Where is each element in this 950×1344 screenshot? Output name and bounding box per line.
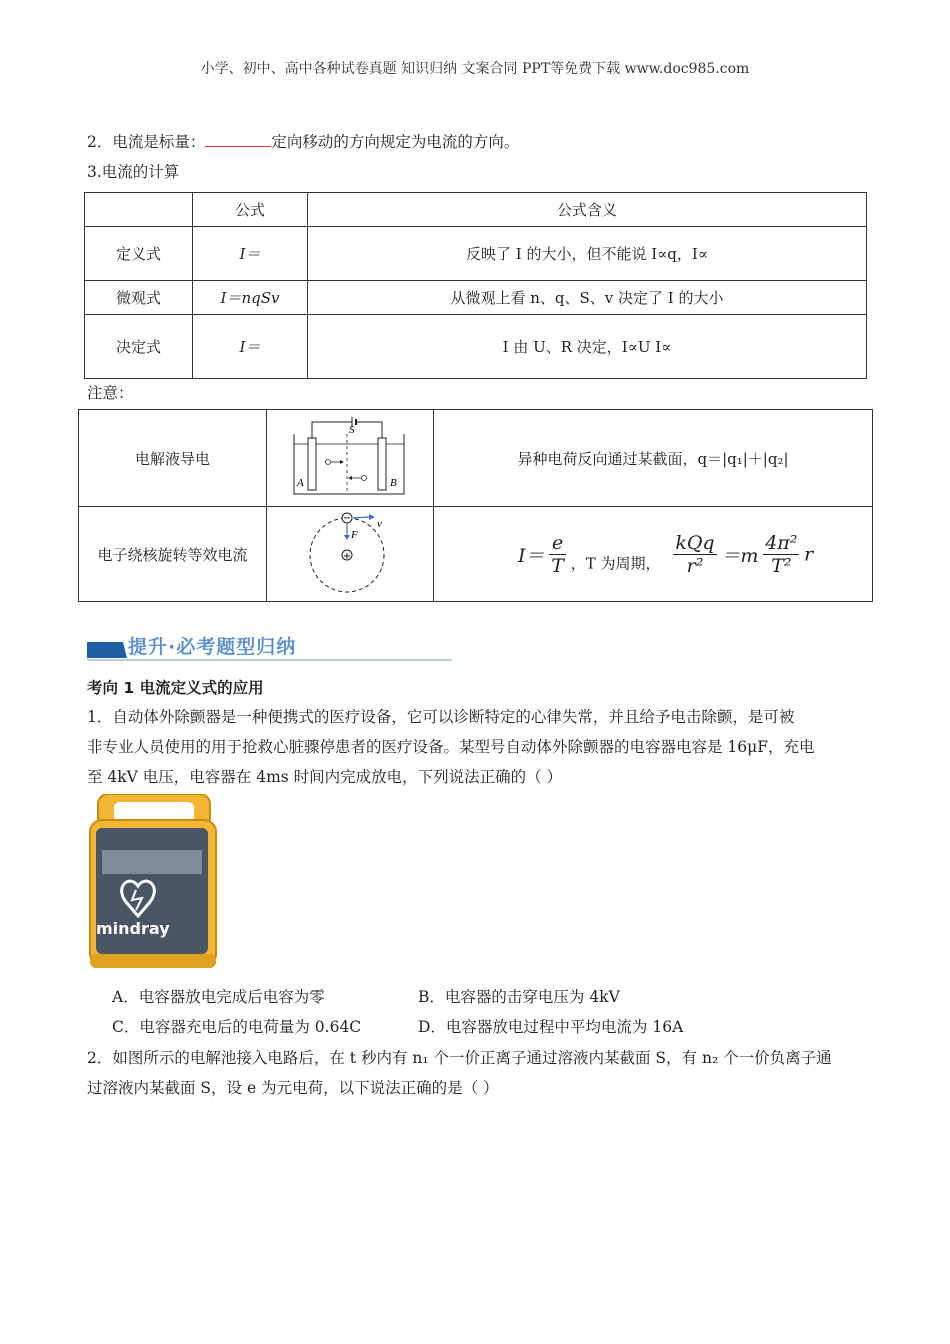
point-2-suffix: 定向移动的方向规定为电流的方向。 xyxy=(271,133,520,151)
note-label: 注意： xyxy=(87,384,134,402)
nucleus-sign: + xyxy=(342,551,352,562)
row-formula: I＝ xyxy=(193,227,308,281)
row-meaning: 反映了 I 的大小，但不能说 I∝q，I∝ xyxy=(308,227,867,281)
q1-option-d[interactable]: D．电容器放电过程中平均电流为 16A xyxy=(418,1018,684,1036)
diagram-label-b: B xyxy=(390,477,397,489)
fraction-kqq-over-r2 xyxy=(673,532,716,577)
row-name: 决定式 xyxy=(85,315,193,379)
row-meaning: 从微观上看 n、q、S、v 决定了 I 的大小 xyxy=(308,281,867,315)
q2-line: 2．如图所示的电解池接入电路后，在 t 秒内有 n₁ 个一价正离子通过溶液内某截面 S，有 n₂ 个一价负离子通 xyxy=(87,1049,832,1067)
row-name: 定义式 xyxy=(85,227,193,281)
q1-option-a[interactable]: A．电容器放电完成后电容为零 xyxy=(112,988,325,1006)
point-2-prefix: 2．电流是标量： xyxy=(87,133,206,151)
row-desc: 异种电荷反向通过某截面，q＝|q₁|＋|q₂| xyxy=(434,410,873,507)
electrolysis-diagram-svg xyxy=(290,416,410,496)
formula-eq-m: ＝m xyxy=(721,544,759,567)
orbit-diagram xyxy=(267,507,434,602)
formula-table xyxy=(84,192,867,379)
row-meaning: I 由 U、R 决定，I∝U I∝ xyxy=(308,315,867,379)
velocity-label: v xyxy=(377,518,382,530)
section-title: 提升·必考题型归纳 xyxy=(128,636,297,658)
frac-den: T xyxy=(551,554,564,577)
table-row xyxy=(79,507,873,602)
formula-r: r xyxy=(804,543,814,565)
q2-line: 过溶液内某截面 S，设 e 为元电荷，以下说法正确的是（ ） xyxy=(87,1079,499,1097)
row-formula: I＝nqSv xyxy=(193,281,308,315)
note-table xyxy=(78,409,873,602)
row-name: 电子绕核旋转等效电流 xyxy=(79,507,267,602)
frac-den: r² xyxy=(686,554,704,577)
frac-num: kQq xyxy=(675,531,715,554)
frac-den: T² xyxy=(771,554,792,577)
q1-line: 1．自动体外除颤器是一种便携式的医疗设备，它可以诊断特定的心律失常，并且给予电击除颤，是可被 xyxy=(87,708,795,726)
row-name: 微观式 xyxy=(85,281,193,315)
q1-option-b[interactable]: B．电容器的击穿电压为 4kV xyxy=(418,988,620,1006)
electrolysis-diagram xyxy=(267,410,434,507)
table-row xyxy=(85,281,867,315)
point-2 xyxy=(87,131,519,153)
table-header-empty xyxy=(85,193,193,227)
force-label: F xyxy=(351,529,358,541)
period-text: ，T 为周期， xyxy=(570,554,661,572)
fraction-e-over-t xyxy=(549,532,566,577)
fraction-4pi2-over-t2 xyxy=(763,532,799,577)
orbit-diagram-svg xyxy=(305,507,395,597)
q1-line: 至 4kV 电压，电容器在 4ms 时间内完成放电，下列说法正确的（ ） xyxy=(87,768,563,786)
q1-option-c[interactable]: C．电容器充电后的电荷量为 0.64C xyxy=(112,1018,362,1036)
aed-device-image xyxy=(86,794,222,972)
orbit-formula xyxy=(434,507,873,602)
table-header-meaning: 公式含义 xyxy=(308,193,867,227)
fill-blank[interactable] xyxy=(205,132,271,147)
page-header: 小学、初中、高中各种试卷真题 知识归纳 文案合同 PPT等免费下载 www.doc985.com xyxy=(200,61,750,77)
q1-line: 非专业人员使用的用于抢救心脏骤停患者的医疗设备。某型号自动体外除颤器的电容器电容是 16μF，充电 xyxy=(87,738,815,756)
kaoxiang-title: 考向 1 电流定义式的应用 xyxy=(87,679,264,697)
table-header-formula: 公式 xyxy=(193,193,308,227)
frac-num: e xyxy=(549,532,566,555)
diagram-label-a: A xyxy=(297,477,304,489)
formula-i: I＝ xyxy=(518,544,545,567)
frac-num: 4π² xyxy=(765,531,798,554)
row-name: 电解液导电 xyxy=(79,410,267,507)
aed-brand-text: mindray xyxy=(96,919,170,938)
electron-sign: − xyxy=(342,513,352,524)
table-row xyxy=(85,315,867,379)
point-3-title: 3.电流的计算 xyxy=(87,163,180,181)
table-row xyxy=(85,227,867,281)
table-row xyxy=(79,410,873,507)
diagram-label-s: S xyxy=(349,424,355,436)
row-formula: I＝ xyxy=(193,315,308,379)
